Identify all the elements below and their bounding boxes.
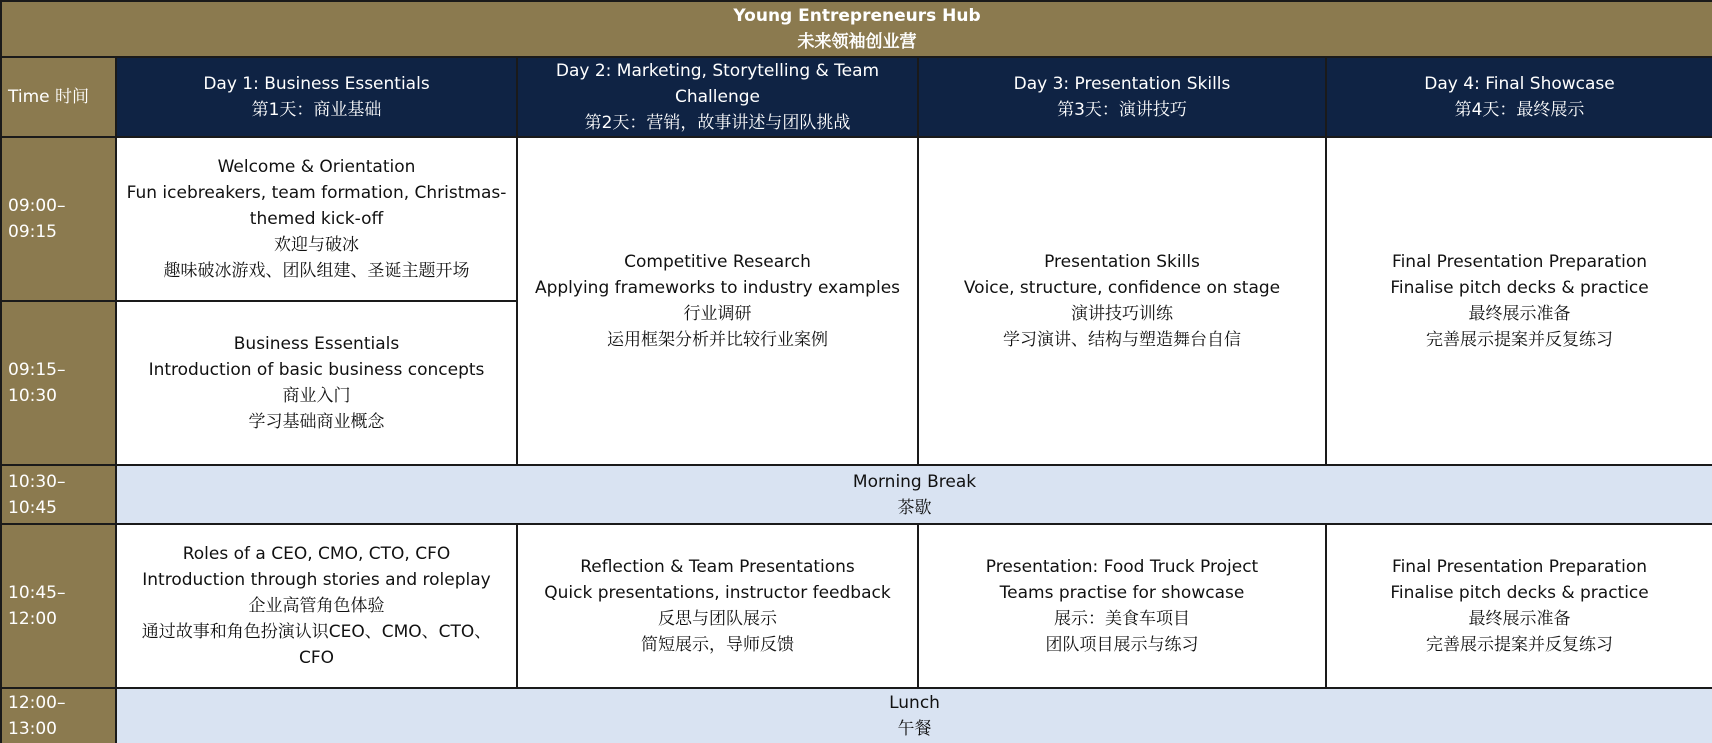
schedule-title (1, 1, 1712, 57)
session-desc-zh: 完善展示提案并反复练习 (1426, 330, 1614, 350)
title-zh: 未来领袖创业营 (797, 32, 917, 52)
session-title-en: Competitive Research (624, 252, 811, 272)
session-title-en: Reflection & Team Presentations (580, 557, 855, 577)
session-day4-final-prep-late (1326, 524, 1712, 688)
day-2-title-en: Day 2: Marketing, Storytelling & Team Challenge (555, 61, 880, 107)
session-desc-zh: 学习演讲、结构与塑造舞台自信 (1003, 330, 1241, 350)
session-desc-en: Fun icebreakers, team formation, Christmas-themed kick-off (126, 183, 507, 229)
session-day4-final-prep-am (1326, 137, 1712, 465)
session-desc-zh: 学习基础商业概念 (248, 412, 385, 432)
session-desc-zh: 趣味破冰游戏、团队组建、圣诞主题开场 (163, 261, 470, 281)
session-title-en: Final Presentation Preparation (1392, 557, 1648, 577)
session-day1-welcome (116, 137, 517, 301)
session-title-zh: 企业高管角色体验 (248, 596, 385, 616)
session-desc-zh: 运用框架分析并比较行业案例 (607, 330, 828, 350)
session-day3-presentation-skills (918, 137, 1326, 465)
time-slot-5: 12:00–13:00 (1, 688, 116, 743)
time-slot-3: 10:30–10:45 (1, 465, 116, 524)
session-title-zh: 最终展示准备 (1468, 304, 1571, 324)
title-en: Young Entrepreneurs Hub (733, 6, 981, 26)
break-label-en: Morning Break (852, 471, 977, 492)
session-desc-en: Quick presentations, instructor feedback (544, 583, 891, 603)
day-1-title-en: Day 1: Business Essentials (203, 74, 430, 94)
time-slot-1: 09:00–09:15 (1, 137, 116, 301)
session-desc-zh: 团队项目展示与练习 (1045, 635, 1199, 655)
session-desc-en: Introduction through stories and roleplay (142, 570, 491, 590)
session-day2-reflection (517, 524, 918, 688)
session-title-zh: 欢迎与破冰 (274, 235, 359, 255)
title-row (1, 1, 1712, 57)
day-2-header (517, 57, 918, 137)
day-1-title-zh: 第1天：商业基础 (251, 100, 382, 120)
session-title-en: Welcome & Orientation (217, 157, 416, 177)
session-title-en: Presentation: Food Truck Project (985, 557, 1259, 577)
session-desc-en: Finalise pitch decks & practice (1390, 278, 1649, 298)
session-day1-roles (116, 524, 517, 688)
session-title-zh: 行业调研 (683, 304, 752, 324)
break-label-zh: 茶歇 (897, 497, 932, 518)
session-desc-zh: 完善展示提案并反复练习 (1426, 635, 1614, 655)
session-desc-en: Voice, structure, confidence on stage (963, 278, 1281, 298)
session-title-zh: 商业入门 (282, 386, 351, 406)
time-slot-2: 09:15–10:30 (1, 301, 116, 465)
session-desc-en: Teams practise for showcase (999, 583, 1245, 603)
session-title-zh: 反思与团队展示 (658, 609, 777, 629)
break-label-zh: 午餐 (897, 719, 932, 739)
session-day3-food-truck (918, 524, 1326, 688)
morning-break (116, 465, 1712, 524)
session-day1-business-essentials (116, 301, 517, 465)
session-desc-en: Applying frameworks to industry examples (534, 278, 901, 298)
time-slot-4: 10:45–12:00 (1, 524, 116, 688)
session-desc-zh: 通过故事和角色扮演认识CEO、CMO、CTO、CFO (141, 622, 492, 668)
session-title-zh: 展示：美食车项目 (1054, 609, 1190, 629)
session-desc-zh: 简短展示，导师反馈 (641, 635, 794, 655)
slot-3-row (1, 465, 1712, 524)
slot-4-row (1, 524, 1712, 688)
session-day2-competitive-research (517, 137, 918, 465)
day-3-title-zh: 第3天：演讲技巧 (1057, 100, 1187, 120)
session-title-en: Final Presentation Preparation (1392, 252, 1648, 272)
day-4-title-en: Day 4: Final Showcase (1424, 74, 1615, 94)
slot-1-row (1, 137, 1712, 301)
day-4-title-zh: 第4天：最终展示 (1454, 100, 1585, 120)
day-3-header (918, 57, 1326, 137)
session-title-zh: 演讲技巧训练 (1071, 304, 1173, 324)
day-3-title-en: Day 3: Presentation Skills (1013, 74, 1231, 94)
session-title-zh: 最终展示准备 (1468, 609, 1571, 629)
slot-5-row (1, 688, 1712, 743)
time-column-header: Time 时间 (1, 57, 116, 137)
session-title-en: Roles of a CEO, CMO, CTO, CFO (182, 544, 451, 564)
day-4-header (1326, 57, 1712, 137)
session-title-en: Presentation Skills (1044, 252, 1200, 272)
session-desc-en: Introduction of basic business concepts (148, 360, 485, 380)
session-title-en: Business Essentials (233, 334, 400, 354)
day-header-row (1, 57, 1712, 137)
day-1-header (116, 57, 517, 137)
lunch-break (116, 688, 1712, 743)
break-label-en: Lunch (889, 693, 940, 713)
day-2-title-zh: 第2天：营销，故事讲述与团队挑战 (584, 113, 851, 133)
session-desc-en: Finalise pitch decks & practice (1390, 583, 1649, 603)
